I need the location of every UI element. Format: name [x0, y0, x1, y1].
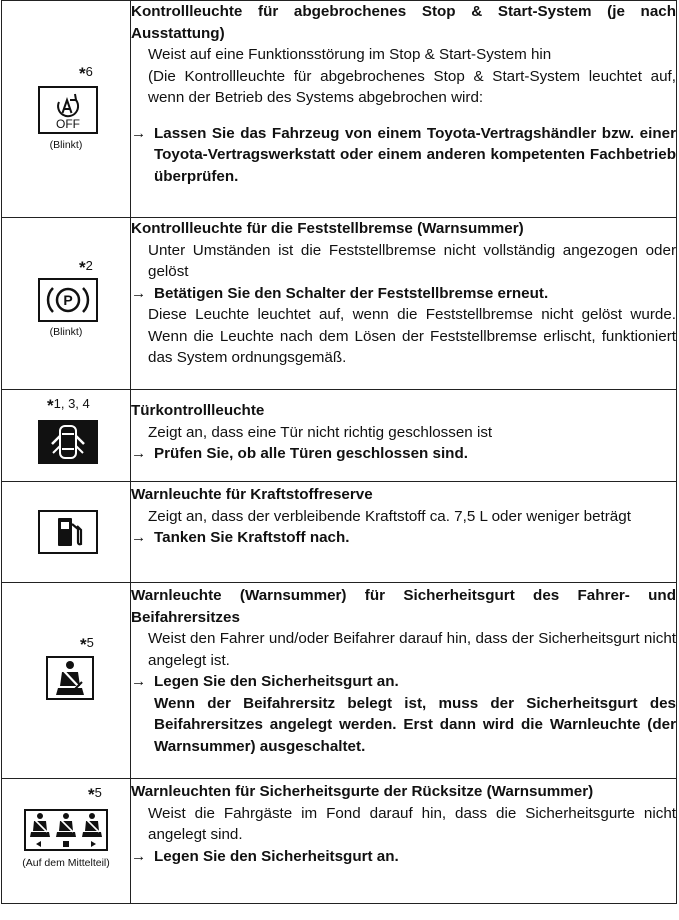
icon-cell	[2, 583, 131, 779]
table-row	[2, 218, 677, 390]
action-text: Lassen Sie das Fahrzeug von einem Toyota-Vertragshändler bzw. einer Toyota-Vertragswerkstatt oder einem anderen kompetenten Fachbetrieb überprüfen.	[154, 124, 676, 185]
arrow-icon: →	[131, 673, 147, 690]
table-row	[2, 482, 677, 583]
description-detail: (Die Kontrollleuchte für abgebrochenes Stop & Start-System leuchtet auf, wenn der Betrieb des Systems abgebrochen wird:	[148, 67, 676, 106]
description: Weist auf eine Funktionsstörung im Stop & Start-System hin	[148, 46, 552, 63]
action-instruction	[131, 671, 676, 693]
icon-cell	[2, 390, 131, 482]
text-cell	[131, 583, 677, 779]
footnote-marker: *1, 3, 4	[47, 396, 90, 415]
icon-caption: (Blinkt)	[49, 326, 83, 338]
section-title: Warnleuchte für Kraftstoffreserve	[131, 486, 373, 503]
action-instruction	[131, 527, 676, 549]
section-title: Warnleuchte (Warnsummer) für Sicherheitsgurt des Fahrer- und Beifahrersitzes	[131, 587, 676, 626]
text-cell	[131, 218, 677, 390]
icon-off-label: OFF	[56, 117, 80, 131]
rear-seatbelt-icon	[24, 809, 108, 851]
action-text: Betätigen Sie den Schalter der Feststellbremse erneut.	[154, 284, 549, 302]
section-title: Kontrollleuchte für die Feststellbremse (Warnsummer)	[131, 220, 524, 237]
arrow-icon: →	[131, 529, 147, 546]
action-text: Prüfen Sie, ob alle Türen geschlossen sind.	[154, 445, 468, 462]
footnote-marker: *2	[79, 258, 93, 277]
seatbelt-icon	[46, 656, 94, 700]
action-text: Tanken Sie Kraftstoff nach.	[154, 529, 350, 546]
section-title: Kontrollleuchte für abgebrochenes Stop & Start-System (je nach Ausstattung)	[131, 3, 676, 42]
description: Weist den Fahrer und/oder Beifahrer darauf hin, dass der Sicherheitsgurt nicht angelegt ist.	[148, 630, 676, 669]
icon-caption: (Auf dem Mittelteil)	[22, 857, 110, 869]
footnote-marker: *5	[80, 635, 94, 654]
action-instruction	[131, 846, 676, 868]
icon-cell	[2, 1, 131, 218]
text-cell	[131, 482, 677, 583]
icon-cell	[2, 218, 131, 390]
action-note: Wenn der Beifahrersitz belegt ist, muss der Sicherheitsgurt des Beifahrersitzes angelegt werden. Erst dann wird die Warnleuchte (der Warnsummer) ausgeschaltet.	[154, 694, 676, 755]
description: Weist die Fahrgäste im Fond darauf hin, dass die Sicherheitsgurte nicht angelegt sind.	[148, 804, 676, 843]
table-row	[2, 1, 677, 218]
table-row	[2, 779, 677, 904]
action-instruction	[131, 283, 676, 305]
footnote-marker: *6	[79, 64, 93, 83]
arrow-icon: →	[131, 445, 147, 462]
warning-light-table	[1, 0, 677, 904]
section-title: Warnleuchten für Sicherheitsgurte der Rücksitze (Warnsummer)	[131, 783, 594, 800]
arrow-icon: →	[131, 124, 147, 142]
description-detail: Diese Leuchte leuchtet auf, wenn die Feststellbremse nicht gelöst wurde. Wenn die Leuchte nach dem Lösen der Feststellbremse erlischt, funktioniert das System ordnungsgemäß.	[148, 306, 676, 366]
fuel-pump-icon	[38, 510, 98, 554]
action-text: Legen Sie den Sicherheitsgurt an.	[154, 847, 399, 865]
description: Unter Umständen ist die Feststellbremse nicht vollständig angezogen oder gelöst	[148, 241, 676, 280]
text-cell	[131, 1, 677, 218]
arrow-icon: →	[131, 284, 147, 302]
arrow-icon: →	[131, 847, 147, 865]
table-row	[2, 583, 677, 779]
footnote-marker: *5	[88, 785, 102, 804]
table-row	[2, 390, 677, 482]
action-instruction	[131, 443, 676, 465]
description: Zeigt an, dass eine Tür nicht richtig geschlossen ist	[148, 423, 493, 441]
description: Zeigt an, dass der verbleibende Kraftstoff ca. 7,5 L oder weniger beträgt	[148, 507, 631, 525]
text-cell	[131, 390, 677, 482]
action-text: Legen Sie den Sicherheitsgurt an.	[154, 673, 399, 690]
text-cell	[131, 779, 677, 904]
icon-caption: (Blinkt)	[49, 139, 83, 151]
parking-brake-icon	[38, 278, 98, 322]
icon-cell	[2, 779, 131, 904]
door-open-icon	[38, 420, 98, 464]
stop-start-off-icon	[38, 86, 98, 134]
section-title: Türkontrollleuchte	[131, 402, 265, 419]
action-instruction	[131, 123, 676, 188]
svg-text:P: P	[63, 292, 73, 308]
icon-cell	[2, 482, 131, 583]
